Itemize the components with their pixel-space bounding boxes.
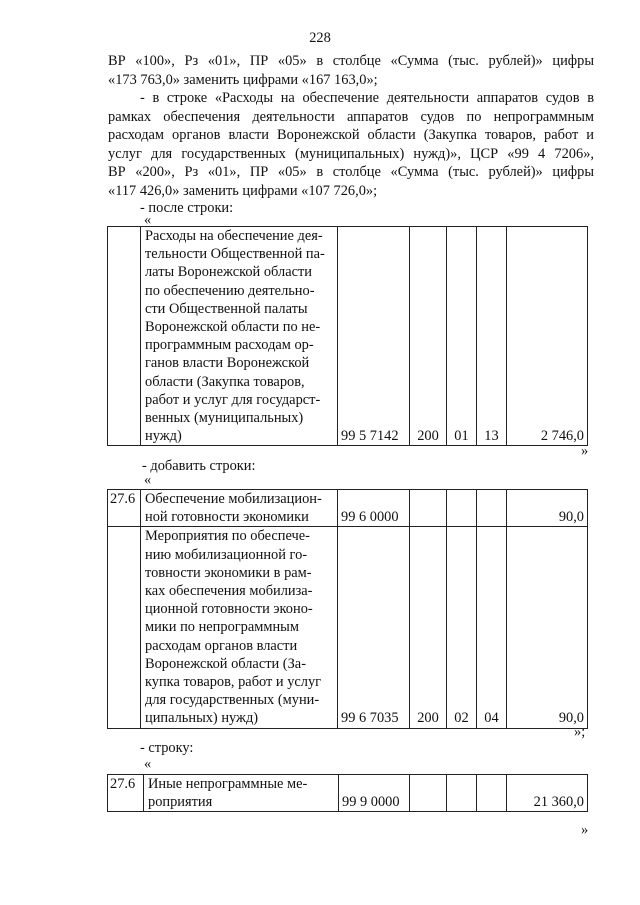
row-label: - строку: <box>140 740 194 756</box>
amendment-paragraph <box>108 89 594 201</box>
desc-line: тельности Общественной па- <box>145 246 325 263</box>
pr-cell: 13 <box>477 227 507 446</box>
table-row <box>108 527 588 728</box>
vr-cell <box>410 775 447 812</box>
description-cell <box>141 227 338 446</box>
desc-line: области (Закупка товаров, <box>145 373 305 390</box>
desc-line: ной готовности экономики <box>145 509 309 526</box>
text-line: ВР «200», Рз «01», ПР «05» в столбце «Сумма (тыс. рублей)» цифры <box>108 164 594 181</box>
desc-line: мики по непрограммным <box>145 619 299 636</box>
desc-line: нужд) <box>145 428 182 445</box>
vr-cell: 200 <box>410 227 447 446</box>
desc-line: Расходы на обеспечение дея- <box>145 228 323 244</box>
sum-cell: 90,0 <box>507 490 588 527</box>
row-number-cell: 27.6 <box>108 490 141 527</box>
rz-cell <box>447 490 477 527</box>
text-line: «173 763,0» заменить цифрами «167 163,0»; <box>108 71 378 88</box>
pr-cell: 04 <box>477 527 507 728</box>
table-row <box>108 490 588 527</box>
budget-table-added-rows <box>107 489 588 729</box>
close-quote: » <box>581 443 589 459</box>
desc-line: роприятия <box>148 794 213 811</box>
open-quote: « <box>144 472 152 488</box>
desc-line: купка товаров, работ и услуг <box>145 674 322 691</box>
add-rows-label: - добавить строки: <box>142 458 256 474</box>
desc-line: сти Общественной палаты <box>145 300 308 317</box>
rz-cell: 02 <box>447 527 477 728</box>
open-quote: « <box>144 212 152 228</box>
intro-paragraph <box>108 52 594 89</box>
pr-cell <box>477 775 507 812</box>
sum-cell: 90,0 <box>507 527 588 728</box>
after-row-label: - после строки: <box>140 200 234 216</box>
description-cell <box>141 527 338 728</box>
rz-cell <box>447 775 477 812</box>
sum-cell: 2 746,0 <box>507 227 588 446</box>
desc-line: Обеспечение мобилизацион- <box>145 491 322 507</box>
pr-cell <box>477 490 507 527</box>
page-number: 228 <box>309 30 331 46</box>
text-line: услуг для государственных (муниципальных) нужд)», ЦСР «99 4 7206», <box>108 145 594 162</box>
desc-line: для государственных (муни- <box>145 692 320 709</box>
desc-line: латы Воронежской области <box>145 264 312 281</box>
csr-cell: 99 6 7035 <box>338 527 410 728</box>
open-quote: « <box>144 756 152 772</box>
desc-line: Воронежской области (За- <box>145 655 306 672</box>
row-number-cell <box>108 527 141 728</box>
csr-cell: 99 9 0000 <box>339 775 410 812</box>
desc-line: расходам органов власти <box>145 637 298 654</box>
desc-line: нию мобилизационной го- <box>145 546 308 563</box>
desc-line: ционной готовности эконо- <box>145 601 313 618</box>
text-line: рамках обеспечения деятельности аппаратов судов по непрограммным <box>108 108 594 125</box>
vr-cell <box>410 490 447 527</box>
table-row <box>108 227 588 446</box>
description-cell <box>141 490 338 527</box>
table-row <box>108 775 588 812</box>
csr-cell: 99 6 0000 <box>338 490 410 527</box>
rz-cell: 01 <box>447 227 477 446</box>
desc-line: товности экономики в рам- <box>145 564 312 581</box>
text-line: ВР «100», Рз «01», ПР «05» в столбце «Сумма (тыс. рублей)» цифры <box>108 53 594 69</box>
desc-line: ципальных) нужд) <box>145 710 259 727</box>
close-quote-semicolon: »; <box>574 724 586 740</box>
vr-cell: 200 <box>410 527 447 728</box>
desc-line: ганов власти Воронежской <box>145 355 310 372</box>
text-line: - в строке «Расходы на обеспечение деятельности аппаратов судов в <box>140 90 594 106</box>
text-line: расходам органов власти Воронежской области (Закупка товаров, работ и <box>108 127 594 144</box>
desc-line: венных (муниципальных) <box>145 410 304 427</box>
description-cell <box>144 775 339 812</box>
desc-line: по обеспечению деятельно- <box>145 282 315 299</box>
row-number-cell <box>108 227 141 446</box>
sum-cell: 21 360,0 <box>507 775 588 812</box>
desc-line: Мероприятия по обеспече- <box>145 528 310 545</box>
close-quote: » <box>581 822 589 838</box>
row-number-cell: 27.6 <box>108 775 144 812</box>
budget-table-existing-row <box>107 226 588 446</box>
desc-line: работ и услуг для государст- <box>145 391 321 408</box>
csr-cell: 99 5 7142 <box>338 227 410 446</box>
budget-table-replaced-row <box>107 774 588 812</box>
desc-line: Иные непрограммные ме- <box>148 776 308 792</box>
desc-line: ках обеспечения мобилиза- <box>145 583 313 600</box>
text-line: «117 426,0» заменить цифрами «107 726,0»; <box>108 182 378 199</box>
desc-line: Воронежской области по не- <box>145 319 321 336</box>
desc-line: программным расходам ор- <box>145 337 314 354</box>
